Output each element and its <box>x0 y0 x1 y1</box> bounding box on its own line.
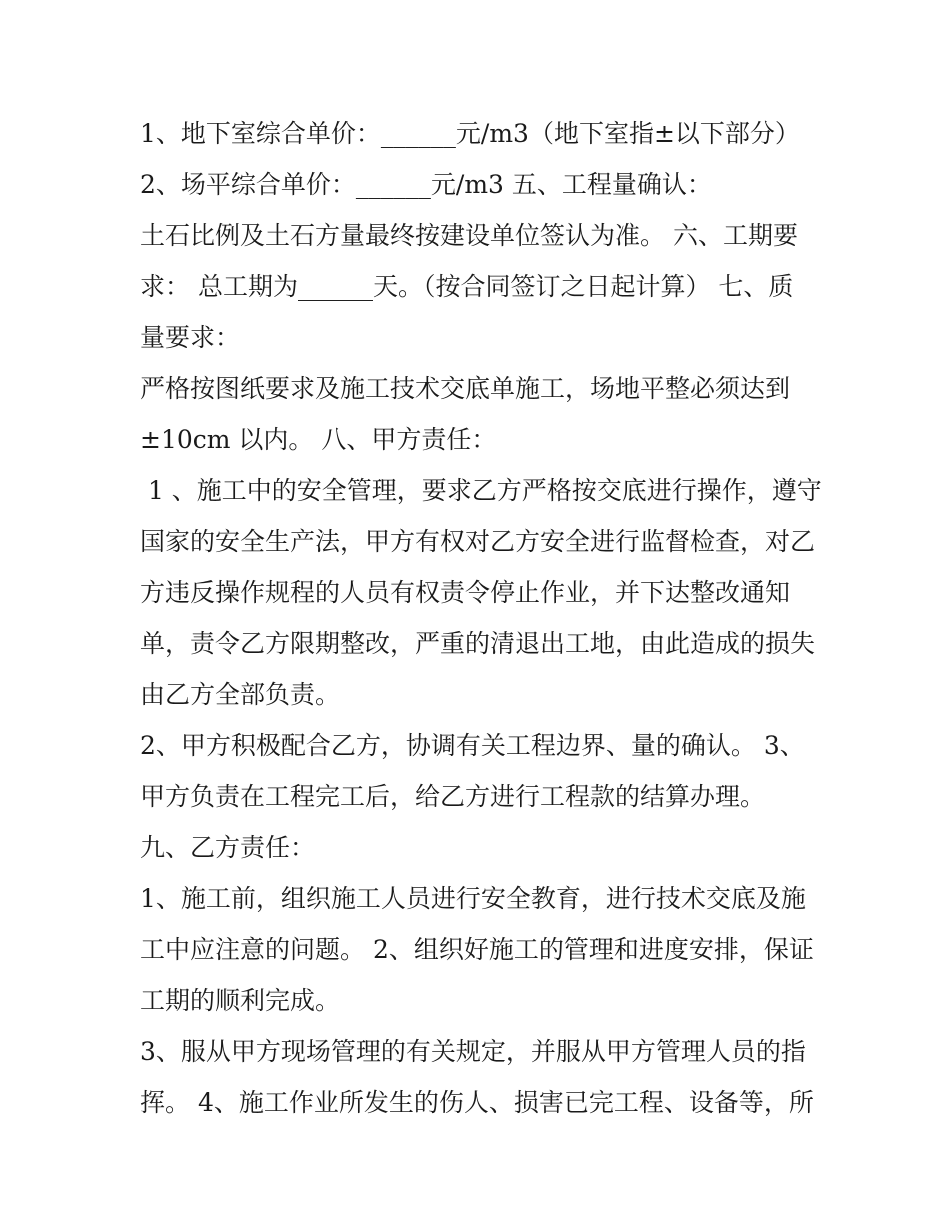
text-line: 工期的顺利完成。 <box>140 986 341 1015</box>
text-line: 2、甲方积极配合乙方，协调有关工程边界、量的确认。 3、 <box>140 731 805 760</box>
text-line: 由乙方全部负责。 <box>140 680 341 709</box>
text-line: 甲方负责在工程完工后，给乙方进行工程款的结算办理。 <box>140 782 766 811</box>
text-line: ±10cm 以内。 八、甲方责任： <box>140 425 497 454</box>
text-line: 1、施工前，组织施工人员进行安全教育，进行技术交底及施 <box>140 884 806 913</box>
text-line: 单，责令乙方限期整改，严重的清退出工地，由此造成的损失 <box>140 629 816 658</box>
text-line: 土石比例及土石方量最终按建设单位签认为准。 六、工期要 <box>140 221 798 250</box>
text-line: 1 、施工中的安全管理，要求乙方严格按交底进行操作，遵守 <box>140 476 822 505</box>
text-line: 挥。 4、施工作业所发生的伤人、损害已完工程、设备等，所 <box>140 1088 814 1117</box>
text-line: 九、乙方责任： <box>140 833 316 862</box>
text-line: 1、地下室综合单价：______元/m3（地下室指±以下部分） <box>140 119 800 148</box>
text-line: 方违反操作规程的人员有权责令停止作业，并下达整改通知 <box>140 578 791 607</box>
text-line: 工中应注意的问题。 2、组织好施工的管理和进度安排，保证 <box>140 935 814 964</box>
text-line: 2、场平综合单价：______元/m3 五、工程量确认： <box>140 170 712 199</box>
text-line: 量要求： <box>140 323 241 352</box>
text-line: 3、服从甲方现场管理的有关规定，并服从甲方管理人员的指 <box>140 1037 806 1066</box>
text-line: 严格按图纸要求及施工技术交底单施工，场地平整必须达到 <box>140 374 791 403</box>
contract-body-text <box>140 108 830 1128</box>
text-line: 求： 总工期为______天。（按合同签订之日起计算） 七、质 <box>140 272 794 301</box>
text-line: 国家的安全生产法，甲方有权对乙方安全进行监督检查，对乙 <box>140 527 816 556</box>
